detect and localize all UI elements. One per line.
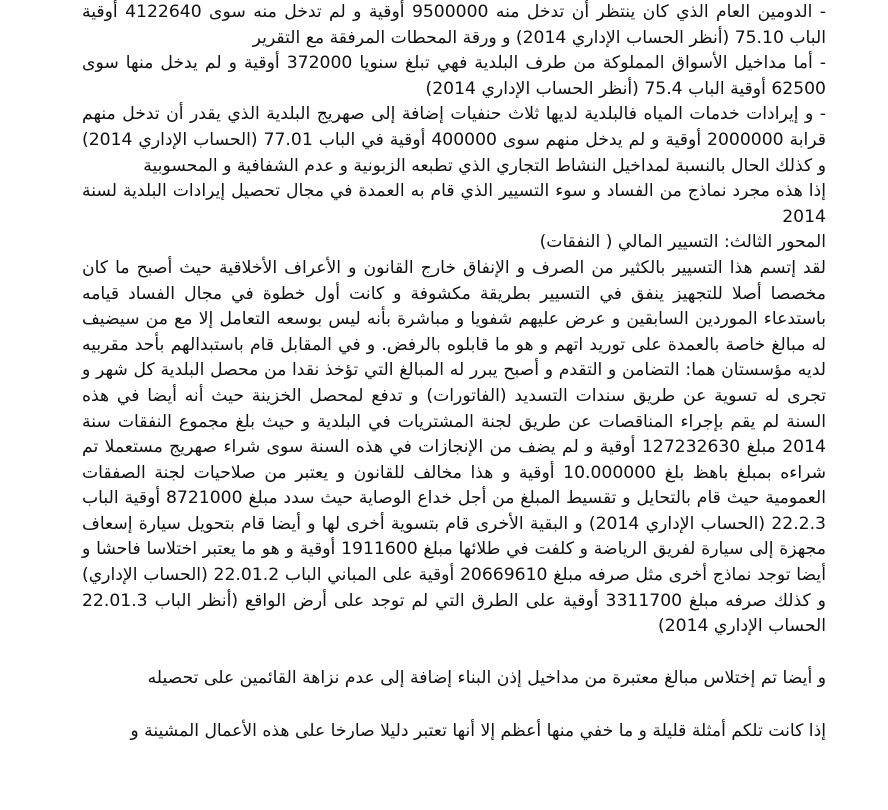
section-heading: المحور الثالث: التسيير المالي ( النفقات): [539, 232, 826, 253]
paragraph-markets-revenue: - أما مداخيل الأسواق المملوكة من طرف البلدية فهي تبلغ سنويا 372000 أوقية و لم يدخل منها سوى 62500 أوقية الباب 75.4 (أنظر الحساب الإداري 2014): [82, 53, 827, 99]
blank-line: [82, 691, 826, 719]
paragraph-expenses-body: لقد إتسم هذا التسيير بالكثير من الصرف و الإنفاق خارج القانون و الأعراف الأخلاقية حيث أصبح ما كان مخصصا أصلا للتجهيز ينفق في التسيير بطريقة مكشوفة و كانت أول خطوة في مجال الفساد قيامه باستدعاء الموردين السابقين و عرض عليهم شفويا و مباشرة بأنه ليس بوسعه التعامل إلا مع من سيضيف له مبالغ خاصة بالعمدة على توريد اتهم و هو ما قابلوه بالرفض. و في المقابل قام باستبدالهم بأحد مقربيه لديه مؤسستان هما: التضامن و التقدم و أصبح يبرر له المبالغ التي تؤخذ نقدا من محصل البلدية كل شهر و تجرى له تسوية عن طريق سندات التسديد (الفاتورات) و تدفع لمحصل الخزينة حيث أنه أيضا في هذه السنة لم يقم بإجراء المناقصات عن طريق لجنة المشتريات في البلدية و حيث بلغ مجموع النفقات سنة 2014 مبلغ 127232630 أوقية و لم يضف من الإنجازات في هذه السنة سوى شراء صهريج مستعملا تم شراءه بمبلغ باهظ بلغ 10.000000 أوقية و هذا مخالف للقانون و يعتبر من صلاحيات لجنة الصفقات العمومية حيث قام بالتحايل و تقسيط المبلغ من أجل خداع الوصاية حيث سدد مبلغ 8721000 أوقية الباب 22.2.3 (الحساب الإداري 2014) و البقية الأخرى قام بتسوية أخرى لها و أيضا قام بتحويل سيارة إسعاف مجهزة إلى سيارة لفريق الرياضة و كلفت في طلائها مبلغ 1911600 أوقية و هو ما يعتبر اختلاسا فاحشا و أيضا توجد نماذج أخرى مثل صرفه مبلغ 20669610 أوقية على المباني الباب 22.01.2 (الحساب الإداري) و كذلك صرفه مبلغ 3311700 أوقية على الطرق التي لم توجد على أرض الواقع (أنظر الباب 22.01.3 الحساب الإداري 2014): [82, 257, 826, 637]
paragraph-summary-revenue: إذا هذه مجرد نماذج من الفساد و سوء التسيير الذي قام به العمدة في مجال تحصيل إيرادات البلدية لسنة 2014: [82, 181, 826, 227]
paragraph-conclusion: إذا كانت تلكم أمثلة قليلة و ما خفي منها أعظم إلا أنها تعتبر دليلا صارخا على هذه الأعمال المشينة و: [130, 721, 826, 742]
paragraph-building-permits: و أيضا تم إختلاس مبالغ معتبرة من مداخيل إذن البناء إضافة إلى عدم نزاهة القائمين على تحصيله: [147, 667, 826, 688]
blank-line: [82, 640, 826, 666]
paragraph-public-domain: - الدومين العام الذي كان ينتظر أن تدخل منه 9500000 أوقية و لم تدخل منه سوى 4122640 أوقية الباب 75.10 (أنظر الحساب الإداري 2014) و ورقة المحطات المرفقة مع التقرير: [82, 2, 827, 48]
paragraph-water-revenue: - و إيرادات خدمات المياه فالبلدية لديها ثلاث حنفيات إضافة إلى صهريج البلدية الذي يقدر أن تدخل منهم قرابة 2000000 أوقية و لم يدخل منهم سوى 400000 أوقية في الباب 77.01 (الحساب الإداري 2014) و كذلك الحال بالنسبة لمداخيل النشاط التجاري الذي تطبعه الزبونية و عدم الشفافية و المحسوبية: [82, 104, 826, 176]
